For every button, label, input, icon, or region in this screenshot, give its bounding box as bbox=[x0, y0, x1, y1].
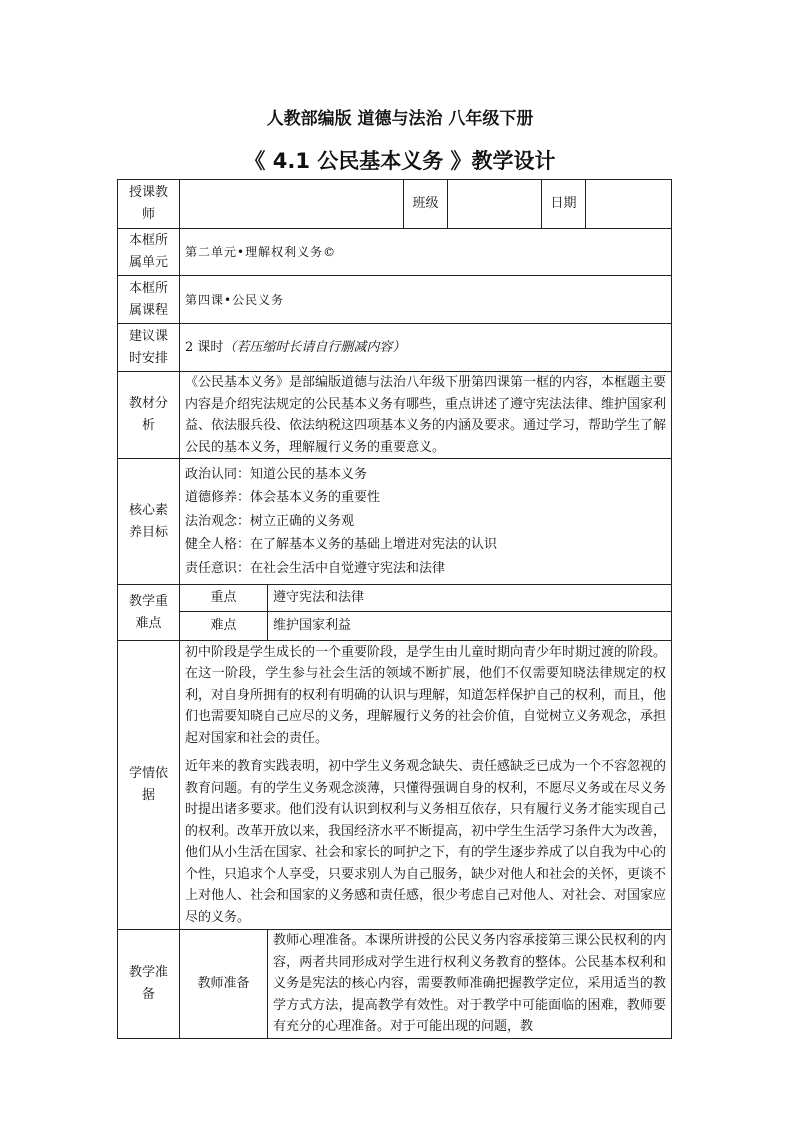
row-key-point bbox=[118, 585, 672, 612]
row-preparation bbox=[118, 930, 672, 1039]
literacy-label: 核心素养目标 bbox=[118, 459, 180, 585]
situation-cell bbox=[180, 641, 672, 930]
date-value bbox=[586, 180, 672, 229]
key-point-label: 重点 bbox=[180, 585, 268, 612]
difficult-point-label: 难点 bbox=[180, 612, 268, 641]
preparation-cell bbox=[268, 930, 672, 1039]
analysis-label: 教材分析 bbox=[118, 372, 180, 459]
row-learning-situation bbox=[118, 641, 672, 930]
teacher-preparation-label: 教师准备 bbox=[180, 930, 268, 1039]
literacy-item: 政治认同：知道公民的基本义务 bbox=[185, 466, 368, 482]
hours-cell bbox=[180, 324, 672, 372]
hours-note: （若压缩时长请自行删减内容） bbox=[223, 339, 406, 355]
teacher-label: 授课教师 bbox=[118, 180, 180, 229]
literacy-cell bbox=[180, 459, 672, 585]
row-hours bbox=[118, 324, 672, 372]
lesson-plan-table bbox=[117, 179, 672, 1039]
situation-paragraph: 初中阶段是学生成长的一个重要阶段，是学生由儿童时期向青少年时期过渡的阶段。在这一阶段，学生参与社会生活的领域不断扩展，他们不仅需要知晓法律规定的权利，对自身所拥有的权利有明确的认识与理解，知道怎样保护自己的权利，而且，他们也需要知晓自己应尽的义务，理解履行义务的社会价值，自觉树立义务观念，承担起对国家和社会的责任。 bbox=[185, 644, 667, 746]
key-point-value: 遵守宪法和法律 bbox=[268, 585, 672, 612]
unit-value: 第二单元•理解权利义务© bbox=[180, 229, 672, 276]
course-value: 第四课•公民义务 bbox=[180, 276, 672, 324]
row-difficult-point bbox=[118, 612, 672, 641]
literacy-item: 健全人格：在了解基本义务的基础上增进对宪法的认识 bbox=[185, 537, 498, 553]
analysis-cell bbox=[180, 372, 672, 459]
literacy-item: 道德修养：体会基本义务的重要性 bbox=[185, 490, 381, 506]
preparation-label: 教学准备 bbox=[118, 930, 180, 1039]
literacy-item: 法治观念：树立正确的义务观 bbox=[185, 513, 355, 529]
document-subtitle: 人教部编版 道德与法治 八年级下册 bbox=[266, 109, 534, 129]
row-textbook-analysis bbox=[118, 372, 672, 459]
unit-label: 本框所属单元 bbox=[118, 229, 180, 276]
teacher-value bbox=[180, 180, 404, 229]
hours-label: 建议课时安排 bbox=[118, 324, 180, 372]
row-course bbox=[118, 276, 672, 324]
date-label: 日期 bbox=[542, 180, 586, 229]
preparation-text: 教师心理准备。本课所讲授的公民义务内容承接第三课公民权利的内容，两者共同形成对学生进行权利义务教育的整体。公民基本权利和义务是宪法的核心内容，需要教师准确把握教学定位，采用适当的教学方式方法，提高教学有效性。对于教学中可能面临的困难，教师要有充分的心理准备。对于可能出现的问题，教 bbox=[273, 933, 666, 1034]
key-difficult-label: 教学重难点 bbox=[118, 585, 180, 641]
row-core-literacy bbox=[118, 459, 672, 585]
analysis-text: 《公民基本义务》是部编版道德与法治八年级下册第四课第一框的内容，本框题主要内容是介绍宪法规定的公民基本义务有哪些，重点讲述了遵守宪法法律、维护国家利益、依法服兵役、依法纳税这四项基本义务的内涵及要求。通过学习，帮助学生了解公民的基本义务，理解履行义务的重要意义。 bbox=[185, 375, 667, 455]
class-value bbox=[448, 180, 542, 229]
situation-label: 学情依据 bbox=[118, 641, 180, 930]
difficult-point-value: 维护国家利益 bbox=[268, 612, 672, 641]
course-label: 本框所属课程 bbox=[118, 276, 180, 324]
situation-paragraph: 近年来的教育实践表明，初中学生义务观念缺失、责任感缺乏已成为一个不容忽视的教育问题。有的学生义务观念淡薄，只懂得强调自身的权利，不愿尽义务或在尽义务时提出诸多要求。他们没有认识到权利与义务相互依存，只有履行义务才能实现自己的权利。改革开放以来，我国经济水平不断提高，初中学生生活学习条件大为改善，他们从小生活在国家、社会和家长的呵护之下，有的学生逐步养成了以自我为中心的个性，只追求个人享受，只要求别人为自己服务，缺少对他人和社会的关怀，更谈不上对他人、社会和国家的义务感和责任感，很少考虑自己对他人、对社会、对国家应尽的义务。 bbox=[185, 759, 667, 925]
literacy-item: 责任意识：在社会生活中自觉遵守宪法和法律 bbox=[185, 560, 446, 576]
row-unit bbox=[118, 229, 672, 276]
document-title: 《 4.1 公民基本义务 》教学设计 bbox=[244, 149, 556, 173]
class-label: 班级 bbox=[404, 180, 448, 229]
row-teacher bbox=[118, 180, 672, 229]
hours-value: 2 课时 bbox=[185, 339, 224, 355]
